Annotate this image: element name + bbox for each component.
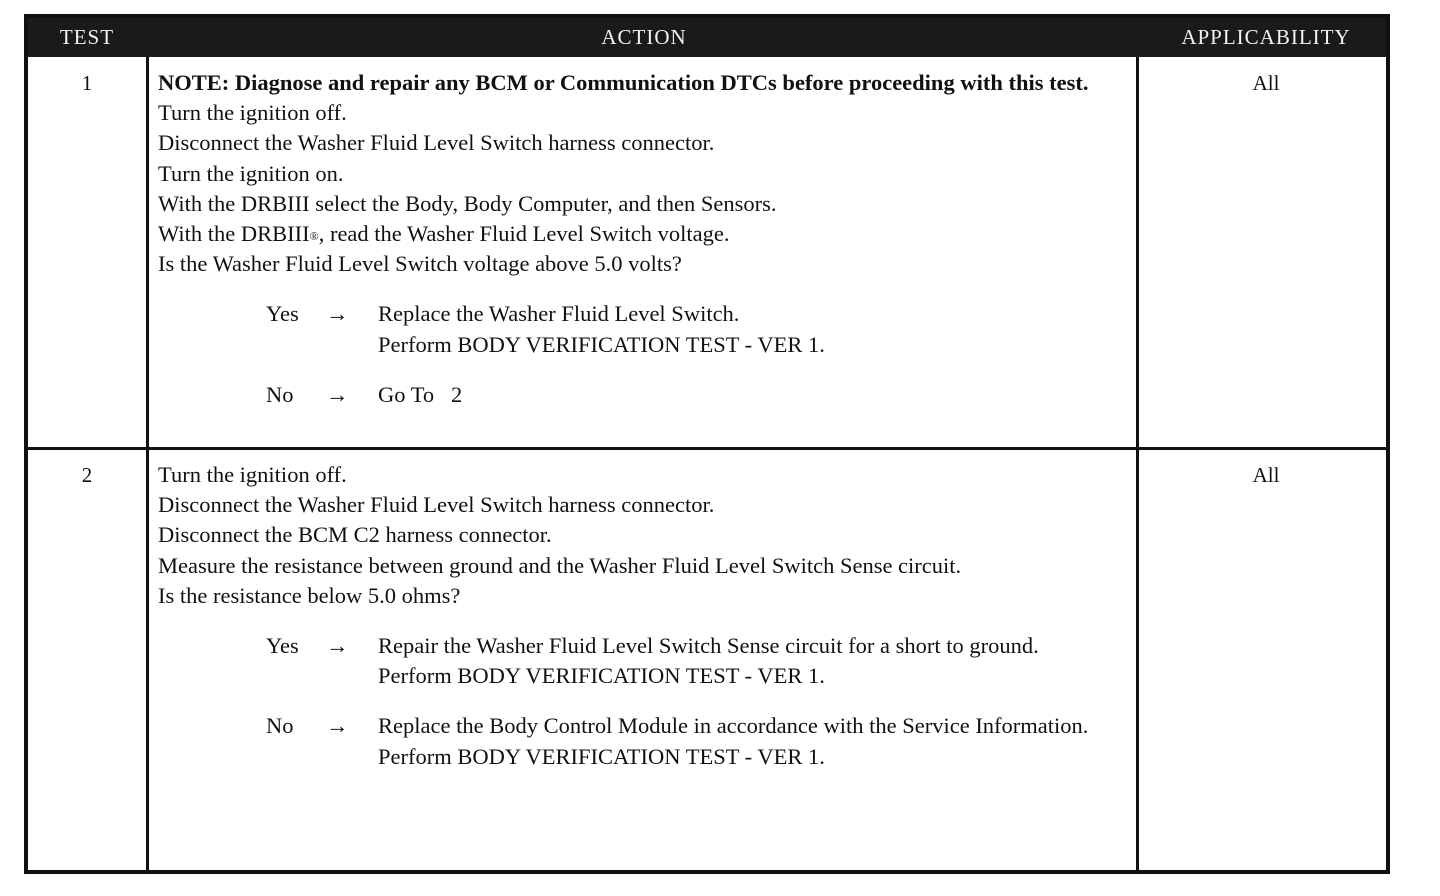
arrow-icon: → (326, 301, 349, 327)
step-text: Measure the resistance between ground and the Washer Fluid Level Switch Sense circuit. (158, 552, 962, 578)
arrow-icon: → (326, 713, 349, 739)
step-text: Turn the ignition off. (158, 100, 347, 126)
branch-text: Go To 2 (378, 381, 463, 407)
no-branch (266, 711, 1132, 771)
column-divider-action (1136, 57, 1139, 870)
row-divider (28, 447, 1386, 450)
branch-text: Replace the Body Control Module in accordance with the Service Information. (378, 713, 1089, 739)
question-text: Is the resistance below 5.0 ohms? (158, 582, 461, 608)
applicability-1: All (1252, 71, 1280, 95)
step-text: Disconnect the Washer Fluid Level Switch harness connector. (158, 130, 715, 156)
step-text: With the DRBIII select the Body, Body Computer, and then Sensors. (158, 190, 777, 216)
question-text: Is the Washer Fluid Level Switch voltage above 5.0 volts? (158, 251, 682, 277)
header-test: TEST (59, 25, 115, 49)
branch-text: Perform BODY VERIFICATION TEST - VER 1. (378, 663, 825, 689)
step-text: Disconnect the BCM C2 harness connector. (158, 522, 552, 548)
header-applicability: APPLICABILITY (1181, 25, 1351, 49)
no-branch (266, 380, 1132, 410)
branch-text: Repair the Washer Fluid Level Switch Sense circuit for a short to ground. (378, 633, 1039, 659)
action-cell-2 (158, 460, 1132, 772)
step-text: Disconnect the Washer Fluid Level Switch harness connector. (158, 492, 715, 518)
no-label: No (266, 381, 294, 407)
arrow-icon: → (326, 633, 349, 659)
branch-text: Perform BODY VERIFICATION TEST - VER 1. (378, 331, 825, 357)
arrow-icon: → (326, 381, 349, 407)
yes-label: Yes (266, 301, 299, 327)
table-header (28, 18, 1386, 57)
yes-branch (266, 631, 1132, 691)
step-text: With the DRBIII®, read the Washer Fluid Level Switch voltage. (158, 221, 730, 247)
diagnostic-test-table (24, 14, 1390, 874)
applicability-2: All (1252, 463, 1280, 487)
action-cell-1 (158, 68, 1132, 410)
yes-label: Yes (266, 633, 299, 659)
test-number-1: 1 (81, 71, 93, 95)
header-action: ACTION (601, 25, 687, 49)
column-divider-test (146, 57, 149, 870)
branch-text: Replace the Washer Fluid Level Switch. (378, 301, 740, 327)
branch-text: Perform BODY VERIFICATION TEST - VER 1. (378, 743, 825, 769)
test-number-2: 2 (81, 463, 93, 487)
step-text: Turn the ignition off. (158, 462, 347, 487)
note-text: NOTE: Diagnose and repair any BCM or Communication DTCs before proceeding with this test. (158, 70, 1089, 95)
yes-branch (266, 299, 1132, 359)
no-label: No (266, 713, 294, 739)
registered-mark: ® (309, 229, 319, 244)
step-text: Turn the ignition on. (158, 160, 344, 186)
